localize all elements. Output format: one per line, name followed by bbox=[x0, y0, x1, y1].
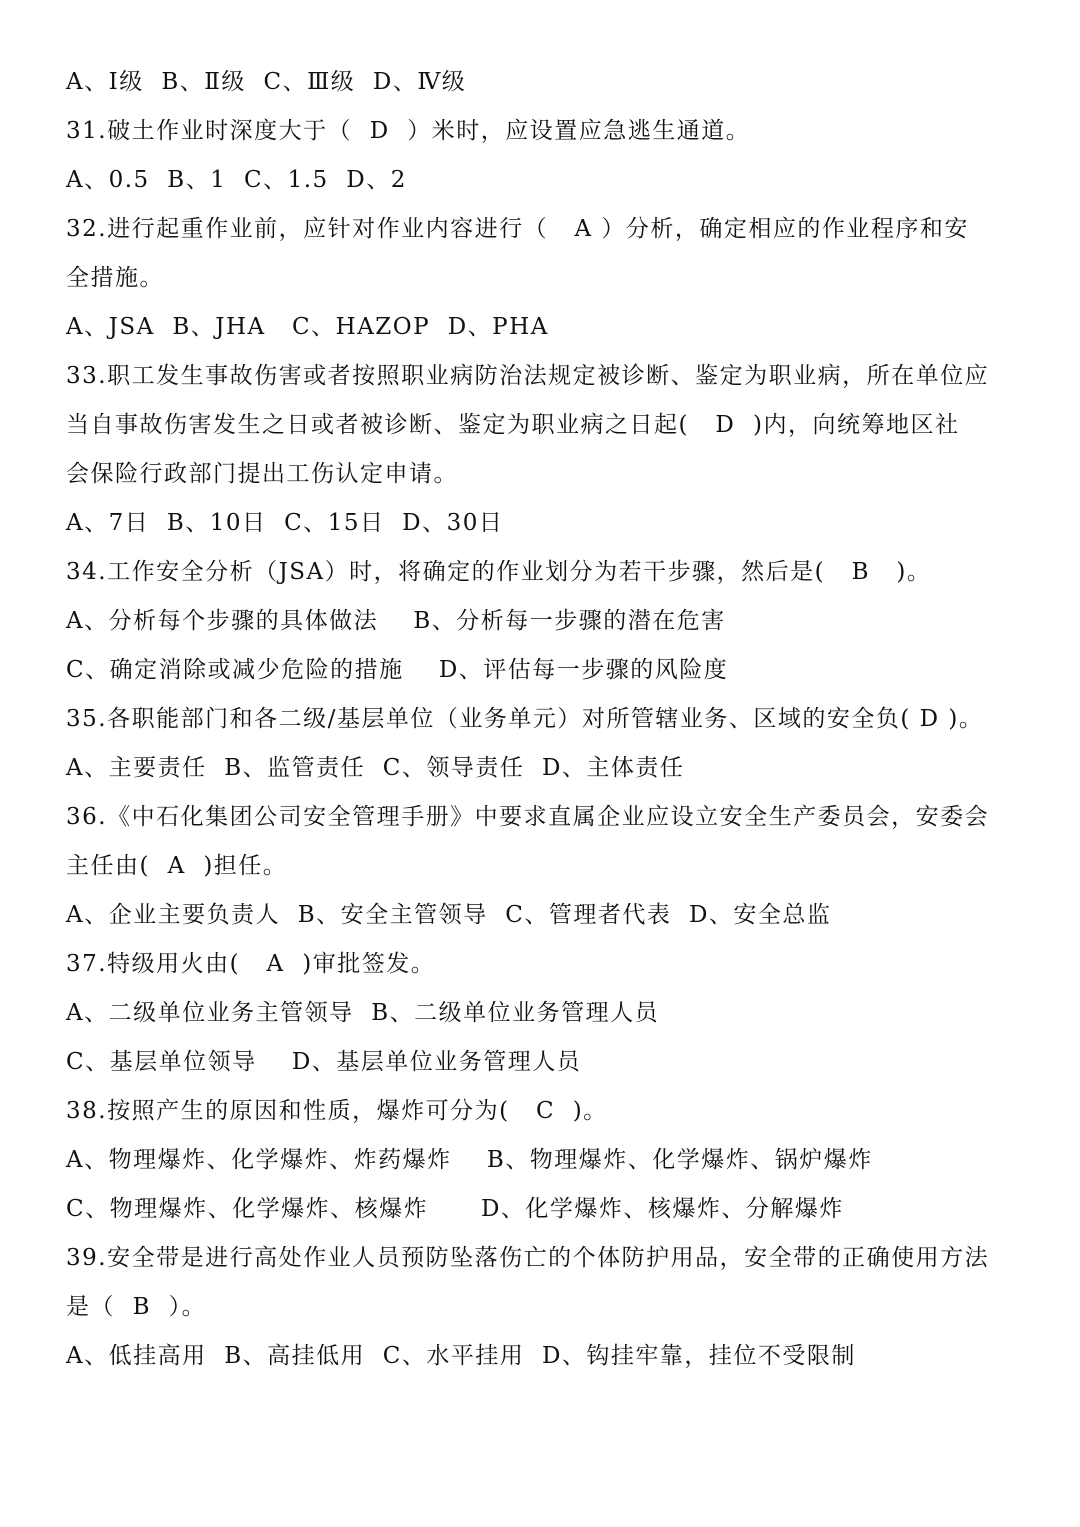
question-39-line-1: 39.安全带是进行高处作业人员预防坠落伤亡的个体防护用品，安全带的正确使用方法 bbox=[66, 1245, 990, 1271]
options-line-38-b: C、物理爆炸、化学爆炸、核爆炸 D、化学爆炸、核爆炸、分解爆炸 bbox=[66, 1196, 844, 1222]
options-line-36: A、企业主要负责人 B、安全主管领导 C、管理者代表 D、安全总监 bbox=[66, 902, 832, 928]
question-32-line-1: 32.进行起重作业前，应针对作业内容进行（ A ）分析，确定相应的作业程序和安 bbox=[66, 216, 969, 242]
options-line-37-b: C、基层单位领导 D、基层单位业务管理人员 bbox=[66, 1049, 582, 1075]
question-33-line-3: 会保险行政部门提出工伤认定申请。 bbox=[66, 461, 458, 487]
question-38: 38.按照产生的原因和性质，爆炸可分为( C )。 bbox=[66, 1098, 608, 1124]
question-36-line-2: 主任由( A )担任。 bbox=[66, 853, 288, 879]
question-33-line-1: 33.职工发生事故伤害或者按照职业病防治法规定被诊断、鉴定为职业病，所在单位应 bbox=[66, 363, 990, 389]
options-line-34-a: A、分析每个步骤的具体做法 B、分析每一步骤的潜在危害 bbox=[66, 608, 726, 634]
options-line-38-a: A、物理爆炸、化学爆炸、炸药爆炸 B、物理爆炸、化学爆炸、锅炉爆炸 bbox=[66, 1147, 873, 1173]
options-line-32: A、JSA B、JHA C、HAZOP D、PHA bbox=[66, 314, 549, 340]
options-line-34-b: C、确定消除或减少危险的措施 D、评估每一步骤的风险度 bbox=[66, 657, 729, 683]
document-page bbox=[66, 58, 1026, 1381]
options-line-37-a: A、二级单位业务主管领导 B、二级单位业务管理人员 bbox=[66, 1000, 660, 1026]
options-line-31: A、0.5 B、1 C、1.5 D、2 bbox=[66, 167, 407, 193]
options-line-35: A、主要责任 B、监管责任 C、领导责任 D、主体责任 bbox=[66, 755, 685, 781]
options-line-30: A、Ⅰ级 B、Ⅱ级 C、Ⅲ级 D、Ⅳ级 bbox=[66, 69, 467, 95]
question-37: 37.特级用火由( A )审批签发。 bbox=[66, 951, 436, 977]
question-32-line-2: 全措施。 bbox=[66, 265, 164, 291]
question-33-line-2: 当自事故伤害发生之日或者被诊断、鉴定为职业病之日起( D )内，向统筹地区社 bbox=[66, 412, 960, 438]
question-31: 31.破土作业时深度大于（ D ）米时，应设置应急逃生通道。 bbox=[66, 118, 751, 144]
options-line-33: A、7日 B、10日 C、15日 D、30日 bbox=[66, 510, 504, 536]
options-line-39: A、低挂高用 B、高挂低用 C、水平挂用 D、钩挂牢靠，挂位不受限制 bbox=[66, 1343, 856, 1369]
question-39-line-2: 是（ B ）。 bbox=[66, 1294, 207, 1320]
question-34: 34.工作安全分析（JSA）时，将确定的作业划分为若干步骤，然后是( B )。 bbox=[66, 559, 932, 585]
question-36-line-1: 36.《中石化集团公司安全管理手册》中要求直属企业应设立安全生产委员会，安委会 bbox=[66, 804, 990, 830]
question-35: 35.各职能部门和各二级/基层单位（业务单元）对所管辖业务、区域的安全负( D )。 bbox=[66, 706, 984, 732]
